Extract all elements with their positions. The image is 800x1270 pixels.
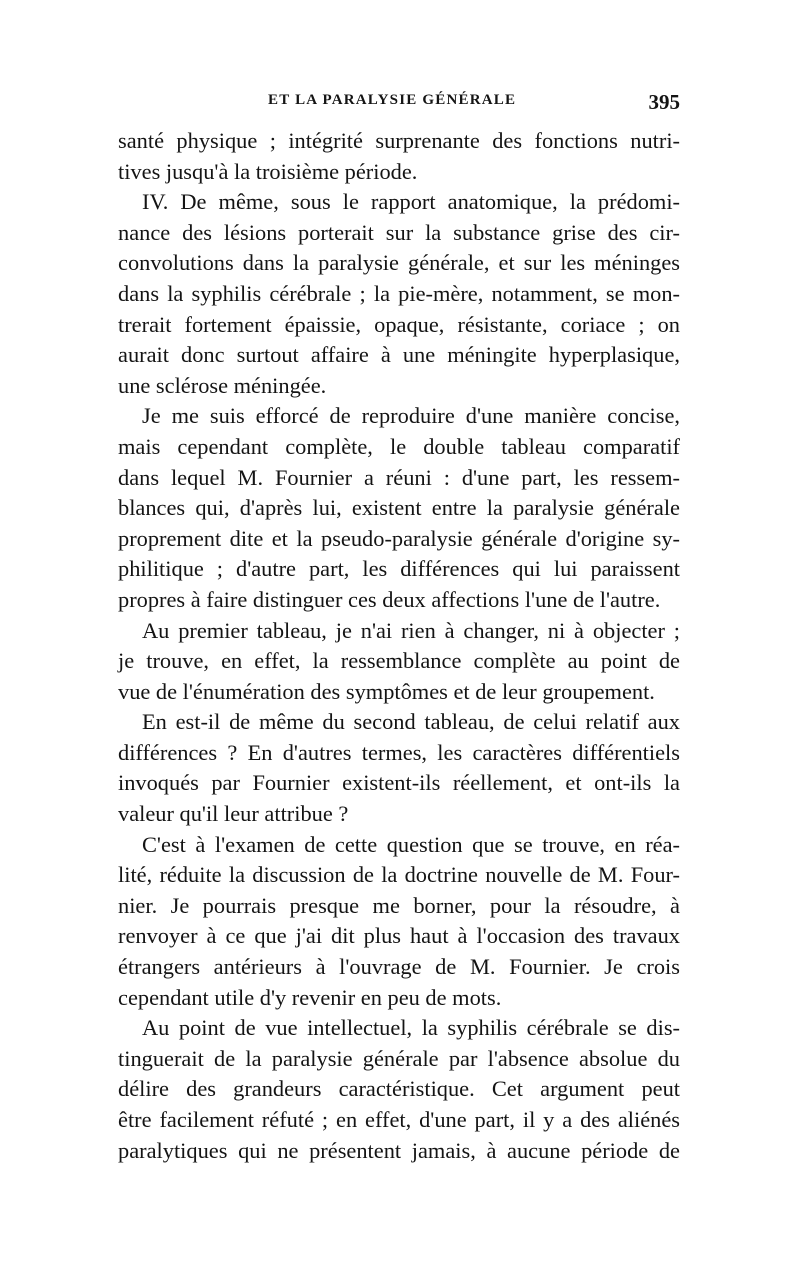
text-line: différences ? En d'autres termes, les caractères différentiels [118,739,680,765]
text-line: être facilement réfuté ; en effet, d'une part, il y a des aliénés [118,1107,680,1132]
text-line: santé physique ; intégrité surprenante des fonctions nutri- [118,128,680,153]
text-line: Au premier tableau, je n'ai rien à changer, ni à objecter ; [142,617,680,643]
text-line: étrangers antérieurs à l'ouvrage de M. Fournier. Je crois [118,954,680,980]
text-line: Au point de vue intellectuel, la syphilis cérébrale se dis- [142,1015,680,1041]
text-line: aurait donc surtout affaire à une méningite hyperplasique, [118,342,680,368]
text-line: nier. Je pourrais presque me borner, pour la résoudre, à [118,892,680,918]
text-line: proprement dite et la pseudo-paralysie générale d'origine sy- [118,525,680,551]
text-line: cependant utile d'y revenir en peu de mots. [118,984,502,1010]
text-line: valeur qu'il leur attribue ? [118,801,349,827]
text-line: tives jusqu'à la troisième période. [118,158,418,184]
text-line: trerait fortement épaissie, opaque, résistante, coriace ; on [118,311,680,337]
text-line: délire des grandeurs caractéristique. Cet argument peut [118,1076,680,1102]
page-header [118,90,680,114]
text-line: dans la syphilis cérébrale ; la pie-mère, notamment, se mon- [118,280,680,306]
running-head: ET LA PARALYSIE GÉNÉRALE [268,92,517,108]
text-line: C'est à l'examen de cette question que se trouve, en réa- [142,831,680,857]
text-line: renvoyer à ce que j'ai dit plus haut à l'occasion des travaux [118,923,680,949]
text-line: mais cependant complète, le double tableau comparatif [118,433,680,459]
text-line: invoqués par Fournier existent-ils réellement, et ont-ils la [118,770,680,796]
text-line: nance des lésions porterait sur la substance grise des cir- [118,219,680,245]
text-line: philitique ; d'autre part, les différences qui lui paraissent [118,556,680,582]
body-text [118,126,680,1166]
text-line: tinguerait de la paralysie générale par l'absence absolue du [118,1045,680,1071]
text-line: paralytiques qui ne présentent jamais, à aucune période de [118,1137,680,1163]
text-line: propres à faire distinguer ces deux affections l'une de l'autre. [118,586,661,612]
text-line: je trouve, en effet, la ressemblance complète au point de [118,648,680,674]
text-line: blances qui, d'après lui, existent entre la paralysie générale [118,495,680,521]
text-line: vue de l'énumération des symptômes et de leur groupement. [118,678,655,704]
text-line: IV. De même, sous le rapport anatomique, la prédomi- [142,189,680,215]
text-line: Je me suis efforcé de reproduire d'une manière concise, [142,403,680,429]
text-line: une sclérose méningée. [118,372,327,398]
page-number: 395 [648,90,680,114]
text-line: lité, réduite la discussion de la doctrine nouvelle de M. Four- [118,862,680,888]
text-line: convolutions dans la paralysie générale, et sur les méninges [118,250,680,276]
text-line: En est-il de même du second tableau, de celui relatif aux [142,709,680,735]
text-line: dans lequel M. Fournier a réuni : d'une part, les ressem- [118,464,680,490]
